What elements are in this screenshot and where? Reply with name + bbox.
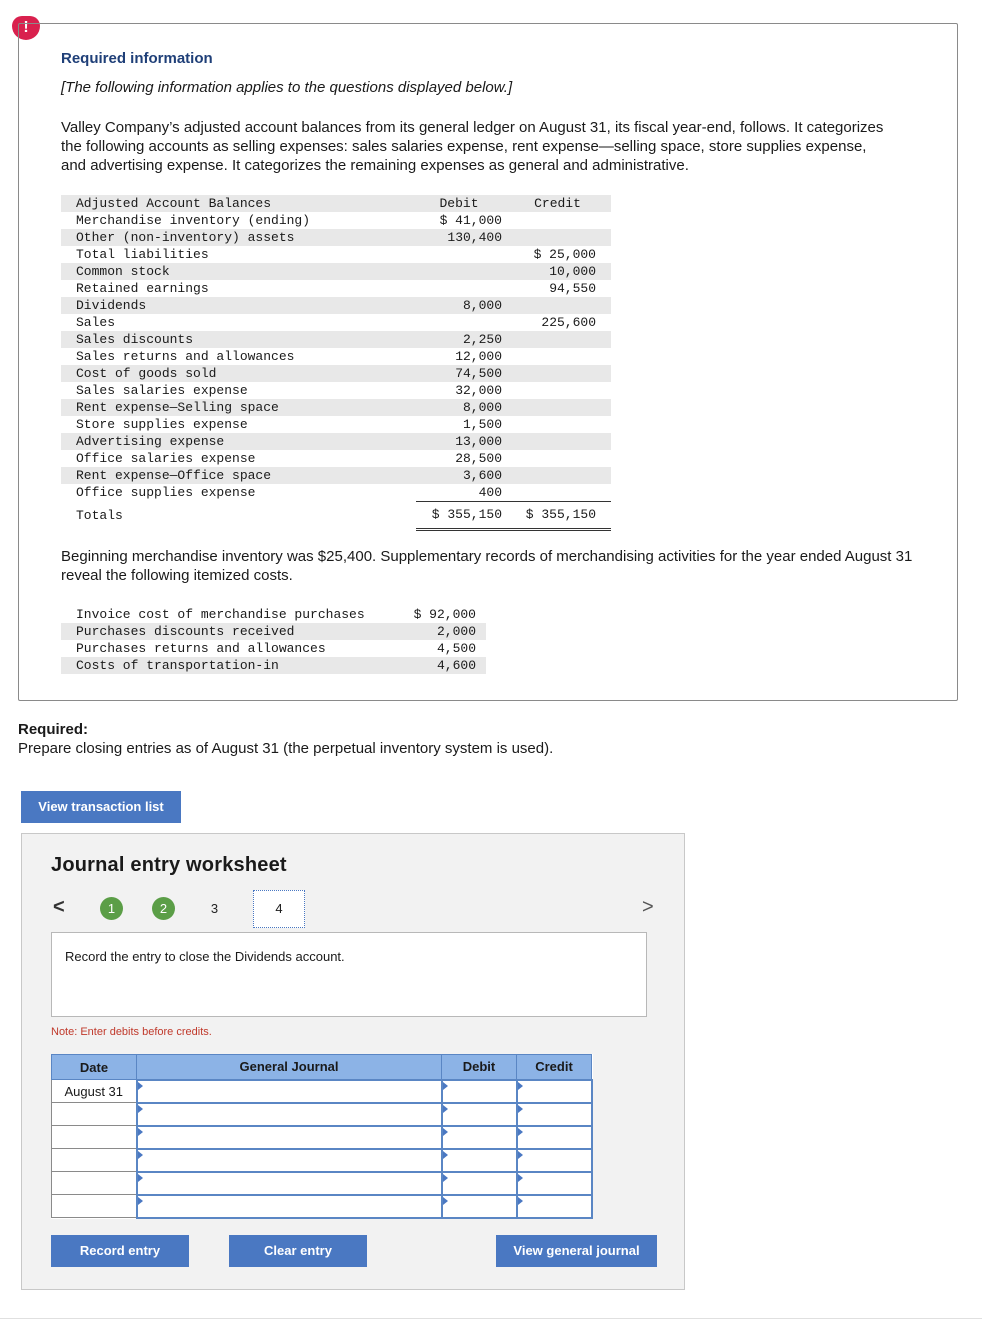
cell-credit — [504, 467, 611, 484]
totals-label: Totals — [61, 502, 416, 530]
cell-credit — [504, 450, 611, 467]
journal-row — [52, 1195, 592, 1218]
cell-debit: 28,500 — [455, 451, 502, 466]
dropdown-caret-icon — [443, 1151, 448, 1159]
cell-account: Sales discounts — [61, 331, 416, 348]
table-row — [61, 640, 486, 657]
step-3[interactable]: 3 — [210, 901, 219, 916]
table-row — [61, 657, 486, 674]
cell-account: Rent expense—Office space — [61, 467, 416, 484]
dropdown-caret-icon — [518, 1151, 523, 1159]
journal-row — [52, 1172, 592, 1195]
cell-credit — [504, 416, 611, 433]
debit-input[interactable] — [442, 1080, 517, 1103]
cell-label: Purchases returns and allowances — [76, 641, 326, 656]
dropdown-caret-icon — [518, 1105, 523, 1113]
dropdown-caret-icon — [443, 1128, 448, 1136]
cell-label: Purchases discounts received — [61, 623, 406, 640]
cell-credit — [504, 484, 611, 502]
journal-row — [52, 1103, 592, 1126]
dropdown-caret-icon — [443, 1082, 448, 1090]
required-label: Required: — [18, 721, 89, 738]
dropdown-caret-icon — [518, 1082, 523, 1090]
chevron-left-icon[interactable]: < — [53, 896, 65, 918]
journal-entry-worksheet — [21, 833, 685, 1290]
table-row — [61, 263, 611, 280]
clear-entry-button[interactable]: Clear entry — [229, 1235, 367, 1267]
date-cell[interactable] — [52, 1195, 137, 1218]
cell-debit: 1,500 — [462, 417, 502, 432]
cell-debit: 400 — [478, 485, 502, 500]
table-row — [61, 433, 611, 450]
totals-credit: $ 355,150 — [504, 502, 611, 530]
cell-debit: 130,400 — [416, 229, 504, 246]
table-row — [61, 280, 611, 297]
dropdown-caret-icon — [518, 1197, 523, 1205]
cell-debit: 13,000 — [416, 433, 504, 450]
step-2[interactable]: 2 — [152, 897, 175, 920]
credit-input[interactable] — [517, 1080, 592, 1103]
credit-input[interactable] — [517, 1149, 592, 1172]
cell-account: Total liabilities — [76, 247, 209, 262]
cell-credit — [504, 331, 611, 348]
cell-debit — [416, 246, 504, 263]
table-row — [61, 212, 611, 229]
cell-account: Sales salaries expense — [76, 383, 248, 398]
cell-account: Office supplies expense — [76, 485, 256, 501]
table-row — [61, 229, 611, 246]
table-row — [61, 365, 611, 382]
cell-debit: 74,500 — [416, 365, 504, 382]
problem-description: Valley Company’s adjusted account balances from its general ledger on August 31, its fiscal year-end, follows. It categorizes the following accounts as selling expenses: sales salaries expense, rent expense—selling space, store supplies expense, and advertising expense. It categorizes the remaining expenses as general and administrative. — [61, 119, 884, 174]
worksheet-title: Journal entry worksheet — [51, 854, 287, 876]
cell-credit: $ 25,000 — [533, 247, 596, 262]
cell-account: Office salaries expense — [76, 451, 256, 466]
journal-table — [51, 1054, 593, 1219]
cell-debit: 12,000 — [455, 349, 502, 364]
cell-label: Costs of transportation-in — [61, 657, 406, 674]
date-cell: August 31 — [52, 1080, 137, 1103]
table-row — [61, 484, 611, 502]
dropdown-caret-icon — [443, 1105, 448, 1113]
journal-row — [52, 1080, 592, 1103]
record-entry-button[interactable]: Record entry — [51, 1235, 189, 1267]
beginning-inventory-text: Beginning merchandise inventory was $25,400. Supplementary records of merchandising activities for the year ended August 31 reveal the following itemized costs. — [61, 548, 913, 584]
table-row — [61, 467, 611, 484]
cell-amount: $ 92,000 — [413, 607, 476, 622]
col-date: Date — [52, 1055, 137, 1080]
chevron-right-icon[interactable]: > — [642, 896, 654, 918]
credit-input[interactable] — [517, 1103, 592, 1126]
dropdown-caret-icon — [518, 1128, 523, 1136]
cell-credit — [504, 229, 611, 246]
journal-row — [52, 1126, 592, 1149]
entry-prompt: Record the entry to close the Dividends account. — [65, 949, 345, 964]
credit-input[interactable] — [517, 1195, 592, 1218]
cell-credit: 10,000 — [504, 263, 611, 280]
cell-debit: 3,600 — [416, 467, 504, 484]
table-row — [61, 297, 611, 314]
cell-credit — [504, 348, 611, 365]
debit-input[interactable] — [442, 1126, 517, 1149]
purchases-table — [61, 606, 486, 674]
table-row — [61, 331, 611, 348]
cell-amount: 4,600 — [406, 657, 486, 674]
cell-debit — [416, 314, 504, 331]
date-cell[interactable] — [52, 1103, 137, 1126]
view-general-journal-button[interactable]: View general journal — [496, 1235, 657, 1267]
credit-input[interactable] — [517, 1126, 592, 1149]
table-row — [61, 382, 611, 399]
table-row — [61, 246, 611, 263]
dropdown-caret-icon — [138, 1174, 143, 1182]
account-input[interactable] — [137, 1126, 442, 1149]
account-input[interactable] — [137, 1149, 442, 1172]
cell-account: Sales returns and allowances — [76, 349, 295, 364]
date-cell[interactable] — [52, 1172, 137, 1195]
cell-account: Merchandise inventory (ending) — [76, 213, 311, 228]
page-bottom-divider — [0, 1318, 982, 1319]
col-credit: Credit — [517, 1055, 592, 1080]
account-input[interactable] — [137, 1103, 442, 1126]
table-row — [61, 450, 611, 467]
debit-credit-note: Note: Enter debits before credits. — [51, 1026, 212, 1038]
cell-account: Store supplies expense — [76, 417, 248, 432]
cell-debit: 2,250 — [416, 331, 504, 348]
table-row — [61, 416, 611, 433]
applies-note: [The following information applies to the questions displayed below.] — [61, 79, 513, 96]
adjusted-balances-table — [61, 195, 611, 531]
date-cell[interactable] — [52, 1126, 137, 1149]
cell-credit — [504, 433, 611, 450]
debit-input[interactable] — [442, 1195, 517, 1218]
cell-account: Advertising expense — [61, 433, 416, 450]
header-account: Adjusted Account Balances — [61, 195, 416, 212]
dropdown-caret-icon — [138, 1128, 143, 1136]
dropdown-caret-icon — [138, 1151, 143, 1159]
cell-debit: 8,000 — [416, 399, 504, 416]
journal-row — [52, 1149, 592, 1172]
dropdown-caret-icon — [443, 1174, 448, 1182]
cell-account: Cost of goods sold — [61, 365, 416, 382]
cell-credit — [504, 382, 611, 399]
required-text: Prepare closing entries as of August 31 (the perpetual inventory system is used). — [18, 740, 554, 757]
account-input[interactable] — [137, 1195, 442, 1218]
table-row — [61, 623, 486, 640]
credit-input[interactable] — [517, 1172, 592, 1195]
alert-icon: ! — [12, 16, 40, 40]
cell-credit: 225,600 — [541, 315, 596, 330]
cell-account: Rent expense—Selling space — [61, 399, 416, 416]
cell-label: Invoice cost of merchandise purchases — [76, 607, 365, 622]
cell-debit: 8,000 — [416, 297, 504, 314]
entry-prompt-box — [51, 932, 647, 1017]
account-input[interactable] — [137, 1172, 442, 1195]
table-row — [61, 348, 611, 365]
step-4[interactable]: 4 — [253, 890, 305, 928]
totals-row — [61, 502, 611, 530]
cell-account: Dividends — [61, 297, 416, 314]
debit-input[interactable] — [442, 1149, 517, 1172]
dropdown-caret-icon — [443, 1197, 448, 1205]
header-credit: Credit — [504, 195, 611, 212]
step-1[interactable]: 1 — [100, 897, 123, 920]
cell-amount: 4,500 — [436, 641, 476, 656]
table-row — [61, 606, 486, 623]
dropdown-caret-icon — [138, 1105, 143, 1113]
dropdown-caret-icon — [138, 1082, 143, 1090]
cell-account: Other (non-inventory) assets — [61, 229, 416, 246]
cell-credit — [504, 212, 611, 229]
table-header-row — [61, 195, 611, 212]
cell-debit — [416, 280, 504, 297]
cell-debit: 32,000 — [455, 383, 502, 398]
cell-account: Common stock — [61, 263, 416, 280]
account-input[interactable] — [137, 1080, 442, 1103]
cell-account: Sales — [76, 315, 116, 330]
debit-input[interactable] — [442, 1103, 517, 1126]
cell-credit — [504, 365, 611, 382]
cell-account: Retained earnings — [76, 281, 209, 296]
view-transaction-list-button[interactable]: View transaction list — [21, 791, 181, 823]
col-general-journal: General Journal — [137, 1055, 442, 1080]
table-row — [61, 399, 611, 416]
header-debit: Debit — [416, 195, 504, 212]
dropdown-caret-icon — [518, 1174, 523, 1182]
totals-debit: $ 355,150 — [416, 502, 504, 530]
cell-amount: 2,000 — [406, 623, 486, 640]
cell-debit: $ 41,000 — [439, 213, 502, 228]
cell-credit: 94,550 — [549, 281, 596, 296]
date-cell[interactable] — [52, 1149, 137, 1172]
cell-debit — [416, 263, 504, 280]
cell-credit — [504, 297, 611, 314]
debit-input[interactable] — [442, 1172, 517, 1195]
table-row — [61, 314, 611, 331]
required-information-title: Required information — [61, 50, 213, 67]
cell-credit — [504, 399, 611, 416]
dropdown-caret-icon — [138, 1197, 143, 1205]
col-debit: Debit — [442, 1055, 517, 1080]
